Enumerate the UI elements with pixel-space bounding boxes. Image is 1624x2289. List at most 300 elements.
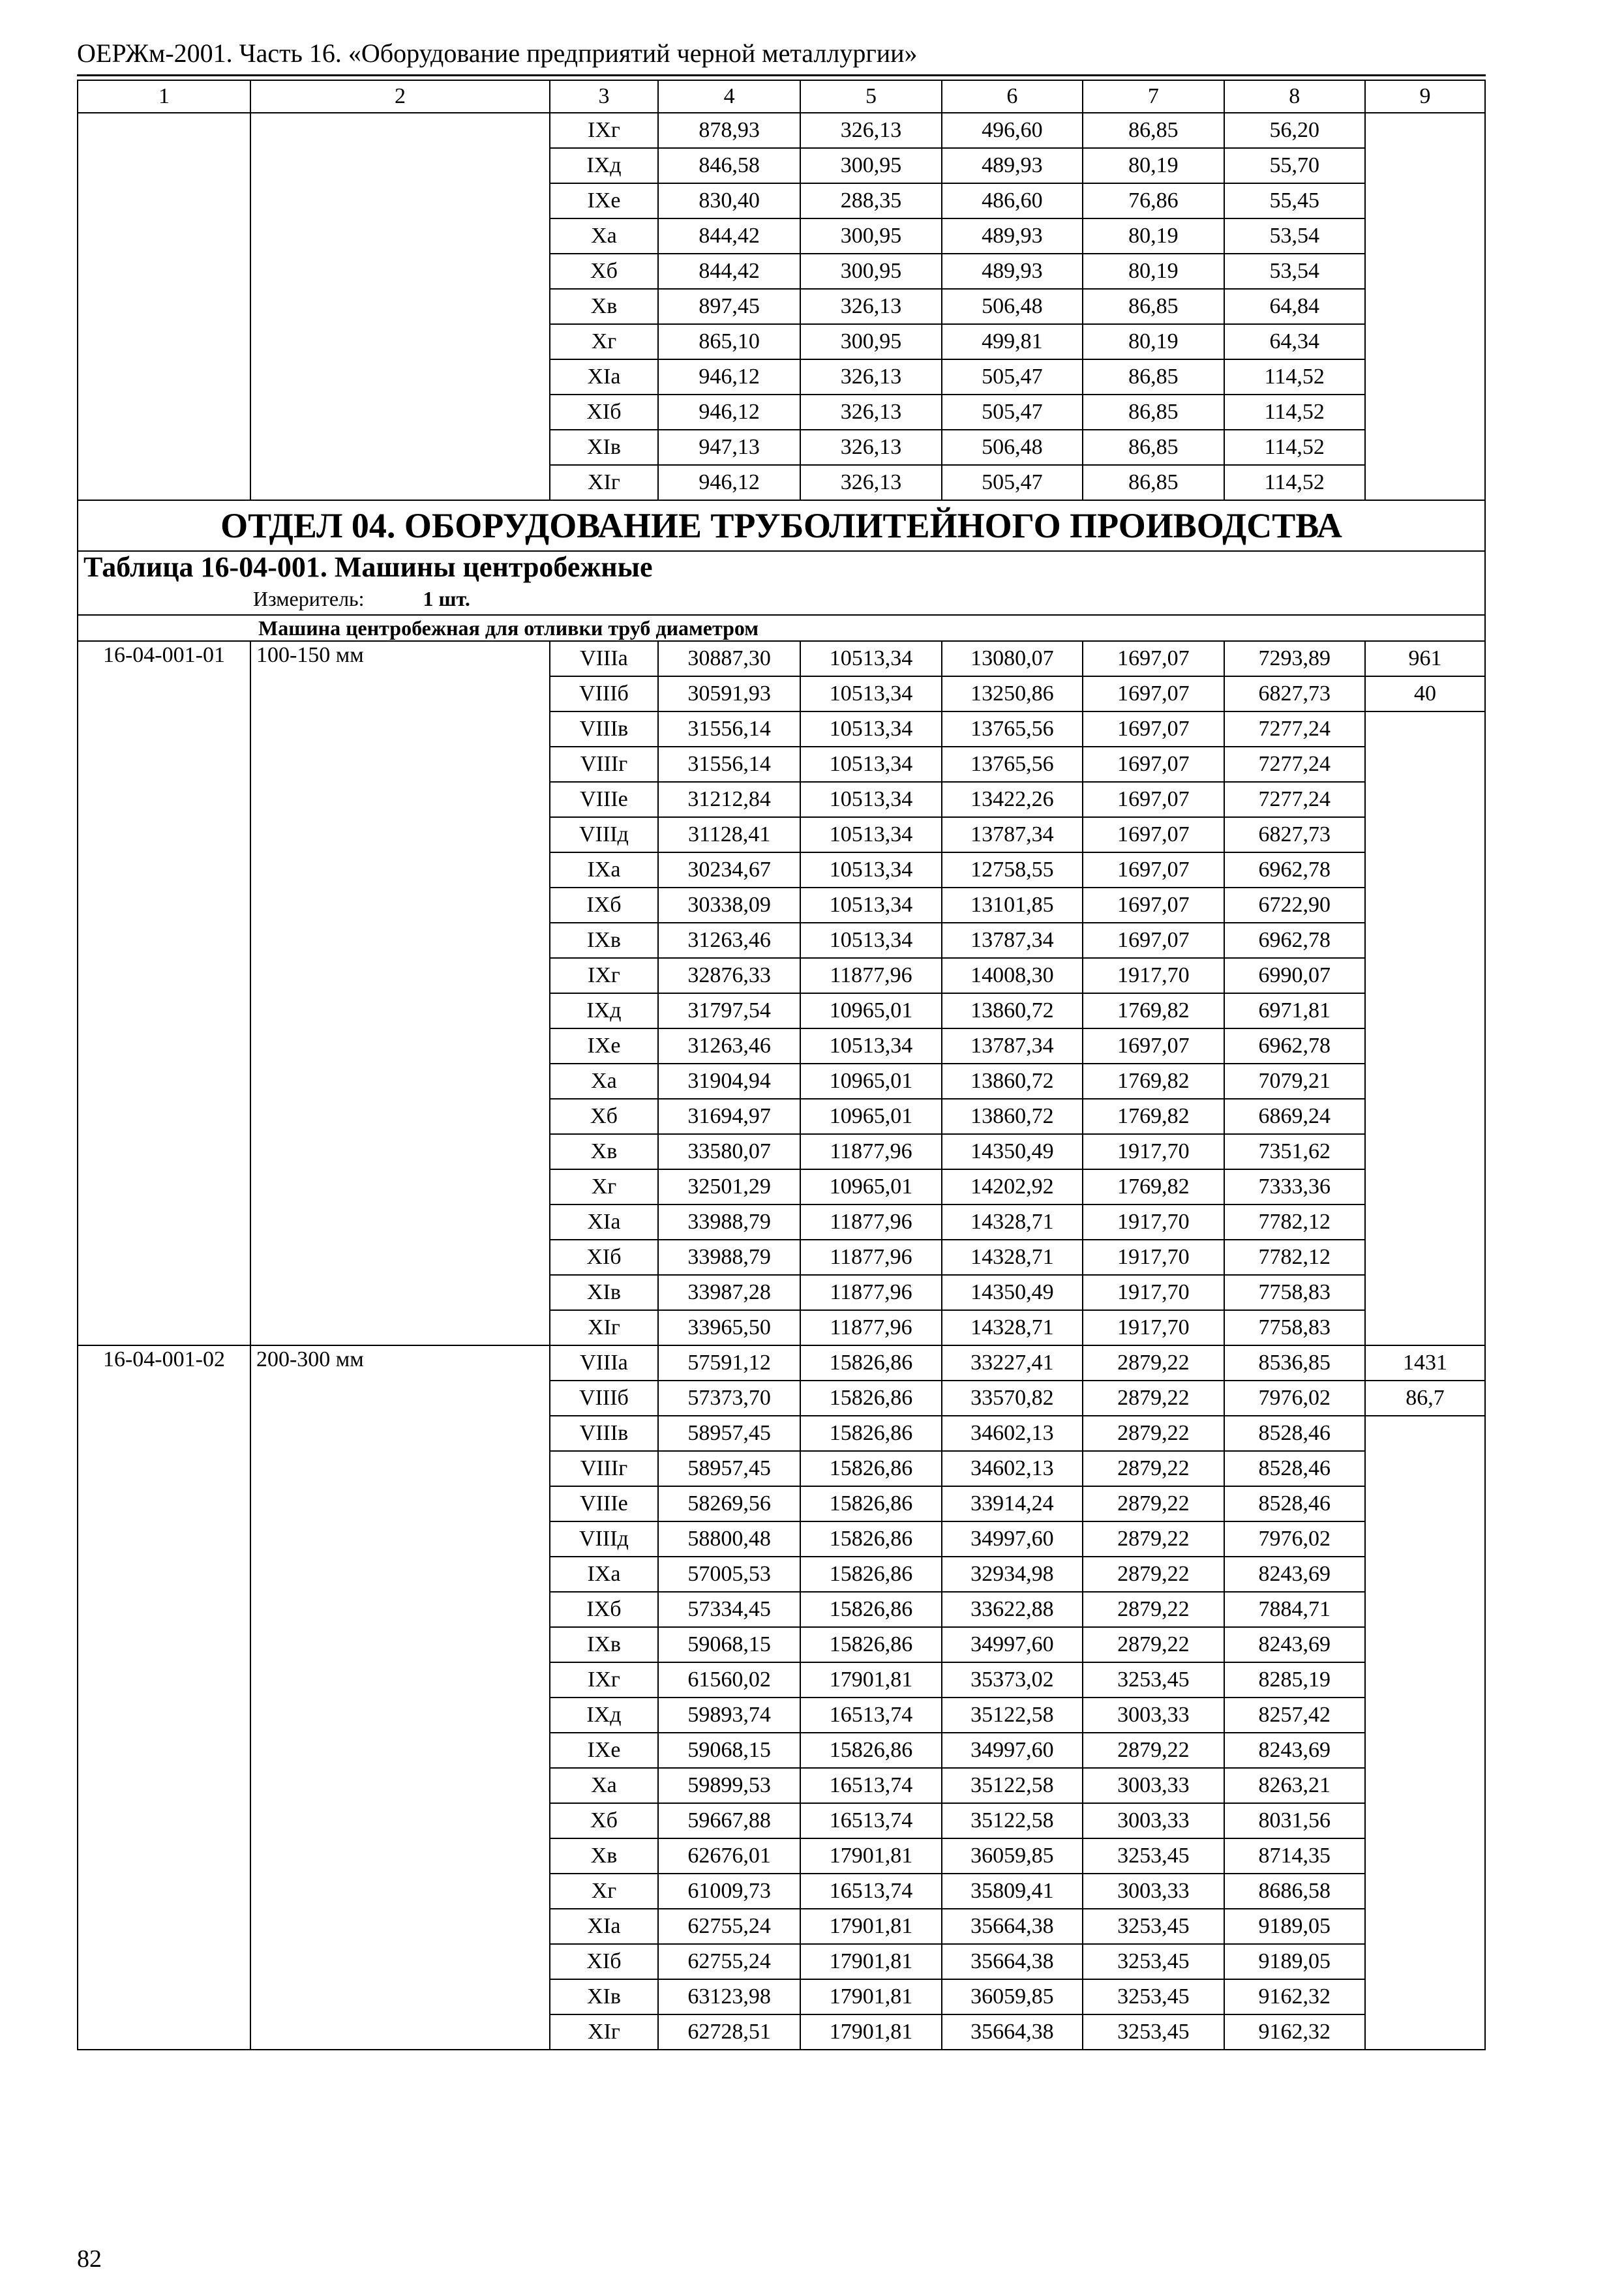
- value-cell: 30338,09: [658, 888, 800, 923]
- value-cell: 489,93: [942, 254, 1083, 289]
- value-cell: 80,19: [1083, 148, 1224, 183]
- value-cell: 9162,32: [1224, 1979, 1365, 2014]
- zone-cell: XIг: [550, 465, 658, 500]
- value-cell: 15826,86: [800, 1486, 941, 1521]
- value-cell: 300,95: [800, 218, 941, 254]
- zone-cell: IXа: [550, 852, 658, 888]
- col9-value: 86,7: [1365, 1381, 1485, 1416]
- value-cell: 7758,83: [1224, 1275, 1365, 1310]
- value-cell: 34602,13: [942, 1451, 1083, 1486]
- column-number: 6: [942, 80, 1083, 113]
- value-cell: 6990,07: [1224, 958, 1365, 993]
- value-cell: 1769,82: [1083, 1099, 1224, 1134]
- table-row: [78, 1345, 1485, 1381]
- value-cell: 7884,71: [1224, 1592, 1365, 1627]
- value-cell: 3253,45: [1083, 1979, 1224, 2014]
- value-cell: 10513,34: [800, 782, 941, 817]
- value-cell: 57591,12: [658, 1345, 800, 1381]
- value-cell: 114,52: [1224, 465, 1365, 500]
- value-cell: 33965,50: [658, 1310, 800, 1345]
- value-cell: 6869,24: [1224, 1099, 1365, 1134]
- value-cell: 34997,60: [942, 1733, 1083, 1768]
- value-cell: 2879,22: [1083, 1416, 1224, 1451]
- zone-cell: XIа: [550, 1204, 658, 1240]
- section-title: ОТДЕЛ 04. ОБОРУДОВАНИЕ ТРУБОЛИТЕЙНОГО ПРОИВОДСТВА: [78, 500, 1485, 551]
- zone-cell: XIг: [550, 1310, 658, 1345]
- value-cell: 10513,34: [800, 852, 941, 888]
- value-cell: 32876,33: [658, 958, 800, 993]
- value-cell: 7782,12: [1224, 1204, 1365, 1240]
- value-cell: 1769,82: [1083, 1169, 1224, 1204]
- value-cell: 2879,22: [1083, 1345, 1224, 1381]
- value-cell: 33580,07: [658, 1134, 800, 1169]
- group-title-row: [78, 615, 1485, 641]
- zone-cell: Xг: [550, 1169, 658, 1204]
- value-cell: 13787,34: [942, 817, 1083, 852]
- value-cell: 486,60: [942, 183, 1083, 218]
- value-cell: 14328,71: [942, 1310, 1083, 1345]
- zone-cell: XIг: [550, 2014, 658, 2050]
- value-cell: 6827,73: [1224, 817, 1365, 852]
- item-name: 200-300 мм: [250, 1345, 550, 2050]
- value-cell: 10513,34: [800, 923, 941, 958]
- value-cell: 86,85: [1083, 465, 1224, 500]
- zone-cell: Xб: [550, 1099, 658, 1134]
- value-cell: 35664,38: [942, 1909, 1083, 1944]
- column-number: 8: [1224, 80, 1365, 113]
- zone-cell: IXд: [550, 148, 658, 183]
- value-cell: 897,45: [658, 289, 800, 324]
- value-cell: 1697,07: [1083, 711, 1224, 747]
- code-cell: [78, 113, 250, 500]
- meter-unit: 1 шт.: [423, 587, 470, 610]
- value-cell: 8243,69: [1224, 1557, 1365, 1592]
- value-cell: 30887,30: [658, 641, 800, 676]
- value-cell: 9162,32: [1224, 2014, 1365, 2050]
- value-cell: 57334,45: [658, 1592, 800, 1627]
- value-cell: 1697,07: [1083, 817, 1224, 852]
- value-cell: 17901,81: [800, 1909, 941, 1944]
- value-cell: 300,95: [800, 324, 941, 359]
- value-cell: 7333,36: [1224, 1169, 1365, 1204]
- zone-cell: VIIIд: [550, 817, 658, 852]
- value-cell: 947,13: [658, 430, 800, 465]
- col9-cell: [1365, 711, 1485, 1345]
- value-cell: 505,47: [942, 465, 1083, 500]
- value-cell: 14008,30: [942, 958, 1083, 993]
- value-cell: 80,19: [1083, 324, 1224, 359]
- value-cell: 6962,78: [1224, 852, 1365, 888]
- value-cell: 10965,01: [800, 1169, 941, 1204]
- value-cell: 10513,34: [800, 888, 941, 923]
- value-cell: 1697,07: [1083, 852, 1224, 888]
- value-cell: 326,13: [800, 289, 941, 324]
- value-cell: 2879,22: [1083, 1521, 1224, 1557]
- value-cell: 8257,42: [1224, 1698, 1365, 1733]
- value-cell: 31212,84: [658, 782, 800, 817]
- value-cell: 8243,69: [1224, 1627, 1365, 1662]
- value-cell: 1697,07: [1083, 888, 1224, 923]
- value-cell: 7782,12: [1224, 1240, 1365, 1275]
- value-cell: 15826,86: [800, 1592, 941, 1627]
- zone-cell: Xв: [550, 1134, 658, 1169]
- value-cell: 8528,46: [1224, 1416, 1365, 1451]
- zone-cell: VIIIг: [550, 747, 658, 782]
- value-cell: 1697,07: [1083, 923, 1224, 958]
- value-cell: 34997,60: [942, 1521, 1083, 1557]
- value-cell: 300,95: [800, 254, 941, 289]
- value-cell: 31904,94: [658, 1064, 800, 1099]
- value-cell: 16513,74: [800, 1803, 941, 1838]
- value-cell: 13101,85: [942, 888, 1083, 923]
- value-cell: 15826,86: [800, 1381, 941, 1416]
- value-cell: 33622,88: [942, 1592, 1083, 1627]
- value-cell: 10513,34: [800, 817, 941, 852]
- zone-cell: IXе: [550, 1028, 658, 1064]
- page-number: 82: [77, 2245, 102, 2273]
- value-cell: 499,81: [942, 324, 1083, 359]
- value-cell: 31263,46: [658, 1028, 800, 1064]
- value-cell: 300,95: [800, 148, 941, 183]
- value-cell: 8263,21: [1224, 1768, 1365, 1803]
- value-cell: 326,13: [800, 465, 941, 500]
- value-cell: 62755,24: [658, 1944, 800, 1979]
- zone-cell: Xа: [550, 218, 658, 254]
- running-header: ОЕРЖм-2001. Часть 16. «Оборудование предприятий черной металлургии»: [77, 38, 918, 68]
- zone-cell: VIIIв: [550, 1416, 658, 1451]
- col9-value: 40: [1365, 676, 1485, 711]
- value-cell: 1917,70: [1083, 1310, 1224, 1345]
- col9-cell: [1365, 113, 1485, 500]
- zone-cell: IXд: [550, 1698, 658, 1733]
- value-cell: 86,85: [1083, 289, 1224, 324]
- value-cell: 7277,24: [1224, 711, 1365, 747]
- value-cell: 14202,92: [942, 1169, 1083, 1204]
- zone-cell: Xб: [550, 254, 658, 289]
- value-cell: 33988,79: [658, 1204, 800, 1240]
- zone-cell: IXб: [550, 1592, 658, 1627]
- value-cell: 33988,79: [658, 1240, 800, 1275]
- value-cell: 14328,71: [942, 1204, 1083, 1240]
- column-number: 7: [1083, 80, 1224, 113]
- zone-cell: XIв: [550, 1275, 658, 1310]
- value-cell: 17901,81: [800, 2014, 941, 2050]
- value-cell: 36059,85: [942, 1979, 1083, 2014]
- value-cell: 15826,86: [800, 1733, 941, 1768]
- value-cell: 10513,34: [800, 1028, 941, 1064]
- value-cell: 31556,14: [658, 711, 800, 747]
- meter-row: [78, 583, 1485, 615]
- value-cell: 846,58: [658, 148, 800, 183]
- value-cell: 34602,13: [942, 1416, 1083, 1451]
- value-cell: 59068,15: [658, 1733, 800, 1768]
- value-cell: 58957,45: [658, 1416, 800, 1451]
- value-cell: 14350,49: [942, 1134, 1083, 1169]
- table-row: [78, 113, 1485, 148]
- zone-cell: VIIIе: [550, 782, 658, 817]
- value-cell: 13860,72: [942, 1064, 1083, 1099]
- value-cell: 2879,22: [1083, 1627, 1224, 1662]
- value-cell: 11877,96: [800, 1275, 941, 1310]
- value-cell: 3253,45: [1083, 1909, 1224, 1944]
- value-cell: 16513,74: [800, 1874, 941, 1909]
- meter-label: Измеритель:: [253, 587, 365, 610]
- header-rule: [77, 74, 1486, 76]
- value-cell: 10965,01: [800, 1064, 941, 1099]
- value-cell: 13860,72: [942, 1099, 1083, 1134]
- value-cell: 2879,22: [1083, 1557, 1224, 1592]
- value-cell: 17901,81: [800, 1944, 941, 1979]
- value-cell: 830,40: [658, 183, 800, 218]
- value-cell: 114,52: [1224, 359, 1365, 395]
- value-cell: 55,45: [1224, 183, 1365, 218]
- value-cell: 7976,02: [1224, 1381, 1365, 1416]
- value-cell: 57005,53: [658, 1557, 800, 1592]
- value-cell: 505,47: [942, 359, 1083, 395]
- value-cell: 506,48: [942, 430, 1083, 465]
- zone-cell: IXг: [550, 958, 658, 993]
- value-cell: 10965,01: [800, 993, 941, 1028]
- zone-cell: Xа: [550, 1768, 658, 1803]
- value-cell: 36059,85: [942, 1838, 1083, 1874]
- value-cell: 1697,07: [1083, 747, 1224, 782]
- value-cell: 86,85: [1083, 113, 1224, 148]
- value-cell: 13250,86: [942, 676, 1083, 711]
- zone-cell: XIа: [550, 359, 658, 395]
- value-cell: 58800,48: [658, 1521, 800, 1557]
- value-cell: 3003,33: [1083, 1874, 1224, 1909]
- value-cell: 59667,88: [658, 1803, 800, 1838]
- zone-cell: VIIIб: [550, 1381, 658, 1416]
- column-number: 3: [550, 80, 658, 113]
- zone-cell: VIIIг: [550, 1451, 658, 1486]
- value-cell: 80,19: [1083, 218, 1224, 254]
- value-cell: 10965,01: [800, 1099, 941, 1134]
- value-cell: 8243,69: [1224, 1733, 1365, 1768]
- value-cell: 7277,24: [1224, 747, 1365, 782]
- value-cell: 35373,02: [942, 1662, 1083, 1698]
- value-cell: 31797,54: [658, 993, 800, 1028]
- col9-cell: [1365, 1416, 1485, 2050]
- value-cell: 16513,74: [800, 1768, 941, 1803]
- value-cell: 7277,24: [1224, 782, 1365, 817]
- value-cell: 8714,35: [1224, 1838, 1365, 1874]
- zone-cell: VIIIб: [550, 676, 658, 711]
- zone-cell: XIб: [550, 395, 658, 430]
- value-cell: 59068,15: [658, 1627, 800, 1662]
- zone-cell: VIIIа: [550, 641, 658, 676]
- value-cell: 6827,73: [1224, 676, 1365, 711]
- value-cell: 496,60: [942, 113, 1083, 148]
- value-cell: 9189,05: [1224, 1909, 1365, 1944]
- column-number: 9: [1365, 80, 1485, 113]
- value-cell: 1697,07: [1083, 641, 1224, 676]
- value-cell: 30234,67: [658, 852, 800, 888]
- name-cell: [250, 113, 550, 500]
- value-cell: 12758,55: [942, 852, 1083, 888]
- value-cell: 15826,86: [800, 1627, 941, 1662]
- value-cell: 76,86: [1083, 183, 1224, 218]
- value-cell: 10513,34: [800, 711, 941, 747]
- value-cell: 35809,41: [942, 1874, 1083, 1909]
- value-cell: 326,13: [800, 359, 941, 395]
- value-cell: 946,12: [658, 465, 800, 500]
- value-cell: 35122,58: [942, 1698, 1083, 1733]
- value-cell: 3003,33: [1083, 1768, 1224, 1803]
- value-cell: 7758,83: [1224, 1310, 1365, 1345]
- value-cell: 16513,74: [800, 1698, 941, 1733]
- value-cell: 30591,93: [658, 676, 800, 711]
- value-cell: 13765,56: [942, 711, 1083, 747]
- value-cell: 59899,53: [658, 1768, 800, 1803]
- zone-cell: XIв: [550, 430, 658, 465]
- value-cell: 15826,86: [800, 1345, 941, 1381]
- meter-cell: [78, 583, 1485, 615]
- value-cell: 62755,24: [658, 1909, 800, 1944]
- value-cell: 53,54: [1224, 254, 1365, 289]
- zone-cell: IXе: [550, 183, 658, 218]
- value-cell: 844,42: [658, 254, 800, 289]
- column-number: 5: [800, 80, 941, 113]
- value-cell: 63123,98: [658, 1979, 800, 2014]
- value-cell: 11877,96: [800, 1310, 941, 1345]
- item-code: 16-04-001-02: [78, 1345, 250, 2050]
- value-cell: 35122,58: [942, 1803, 1083, 1838]
- zone-cell: XIа: [550, 1909, 658, 1944]
- value-cell: 1769,82: [1083, 993, 1224, 1028]
- value-cell: 35664,38: [942, 2014, 1083, 2050]
- value-cell: 3003,33: [1083, 1803, 1224, 1838]
- value-cell: 10513,34: [800, 747, 941, 782]
- value-cell: 946,12: [658, 395, 800, 430]
- value-cell: 326,13: [800, 113, 941, 148]
- value-cell: 326,13: [800, 430, 941, 465]
- value-cell: 8285,19: [1224, 1662, 1365, 1698]
- column-number: 4: [658, 80, 800, 113]
- value-cell: 80,19: [1083, 254, 1224, 289]
- value-cell: 15826,86: [800, 1521, 941, 1557]
- group-title: Машина центробежная для отливки труб диаметром: [78, 615, 1485, 641]
- value-cell: 1917,70: [1083, 1134, 1224, 1169]
- value-cell: 15826,86: [800, 1557, 941, 1592]
- zone-cell: IXв: [550, 923, 658, 958]
- value-cell: 14350,49: [942, 1275, 1083, 1310]
- zone-cell: Xв: [550, 1838, 658, 1874]
- value-cell: 1917,70: [1083, 1204, 1224, 1240]
- value-cell: 489,93: [942, 148, 1083, 183]
- value-cell: 35122,58: [942, 1768, 1083, 1803]
- value-cell: 2879,22: [1083, 1381, 1224, 1416]
- value-cell: 7351,62: [1224, 1134, 1365, 1169]
- value-cell: 33914,24: [942, 1486, 1083, 1521]
- value-cell: 55,70: [1224, 148, 1365, 183]
- table-title-row: [78, 551, 1485, 583]
- table-title: Таблица 16-04-001. Машины центробежные: [78, 551, 1485, 583]
- value-cell: 8528,46: [1224, 1451, 1365, 1486]
- value-cell: 6962,78: [1224, 1028, 1365, 1064]
- zone-cell: VIIIв: [550, 711, 658, 747]
- value-cell: 506,48: [942, 289, 1083, 324]
- value-cell: 33227,41: [942, 1345, 1083, 1381]
- value-cell: 14328,71: [942, 1240, 1083, 1275]
- zone-cell: Xа: [550, 1064, 658, 1099]
- value-cell: 17901,81: [800, 1979, 941, 2014]
- value-cell: 114,52: [1224, 395, 1365, 430]
- value-cell: 8536,85: [1224, 1345, 1365, 1381]
- value-cell: 489,93: [942, 218, 1083, 254]
- zone-cell: Xб: [550, 1803, 658, 1838]
- value-cell: 2879,22: [1083, 1592, 1224, 1627]
- value-cell: 13860,72: [942, 993, 1083, 1028]
- column-numbers-row: [78, 80, 1485, 113]
- value-cell: 3253,45: [1083, 1662, 1224, 1698]
- value-cell: 11877,96: [800, 958, 941, 993]
- value-cell: 1769,82: [1083, 1064, 1224, 1099]
- value-cell: 62676,01: [658, 1838, 800, 1874]
- value-cell: 11877,96: [800, 1240, 941, 1275]
- zone-cell: Xв: [550, 289, 658, 324]
- zone-cell: VIIIе: [550, 1486, 658, 1521]
- value-cell: 56,20: [1224, 113, 1365, 148]
- value-cell: 61560,02: [658, 1662, 800, 1698]
- value-cell: 31263,46: [658, 923, 800, 958]
- value-cell: 10513,34: [800, 676, 941, 711]
- value-cell: 1917,70: [1083, 958, 1224, 993]
- zone-cell: IXе: [550, 1733, 658, 1768]
- value-cell: 1917,70: [1083, 1240, 1224, 1275]
- value-cell: 11877,96: [800, 1134, 941, 1169]
- zone-cell: IXа: [550, 1557, 658, 1592]
- value-cell: 2879,22: [1083, 1451, 1224, 1486]
- value-cell: 31556,14: [658, 747, 800, 782]
- col9-value: 961: [1365, 641, 1485, 676]
- zone-cell: XIв: [550, 1979, 658, 2014]
- zone-cell: XIб: [550, 1240, 658, 1275]
- value-cell: 59893,74: [658, 1698, 800, 1733]
- value-cell: 3253,45: [1083, 1944, 1224, 1979]
- value-cell: 58269,56: [658, 1486, 800, 1521]
- value-cell: 35664,38: [942, 1944, 1083, 1979]
- value-cell: 61009,73: [658, 1874, 800, 1909]
- value-cell: 58957,45: [658, 1451, 800, 1486]
- value-cell: 57373,70: [658, 1381, 800, 1416]
- value-cell: 865,10: [658, 324, 800, 359]
- value-cell: 53,54: [1224, 218, 1365, 254]
- value-cell: 288,35: [800, 183, 941, 218]
- value-cell: 3253,45: [1083, 1838, 1224, 1874]
- value-cell: 15826,86: [800, 1416, 941, 1451]
- value-cell: 7976,02: [1224, 1521, 1365, 1557]
- section-row: [78, 500, 1485, 551]
- zone-cell: XIб: [550, 1944, 658, 1979]
- zone-cell: IXв: [550, 1627, 658, 1662]
- value-cell: 7293,89: [1224, 641, 1365, 676]
- column-number: 2: [250, 80, 550, 113]
- value-cell: 31128,41: [658, 817, 800, 852]
- value-cell: 6962,78: [1224, 923, 1365, 958]
- value-cell: 32934,98: [942, 1557, 1083, 1592]
- value-cell: 2879,22: [1083, 1486, 1224, 1521]
- value-cell: 3003,33: [1083, 1698, 1224, 1733]
- item-name: 100-150 мм: [250, 641, 550, 1345]
- value-cell: 8686,58: [1224, 1874, 1365, 1909]
- value-cell: 31694,97: [658, 1099, 800, 1134]
- value-cell: 6722,90: [1224, 888, 1365, 923]
- value-cell: 13422,26: [942, 782, 1083, 817]
- value-cell: 86,85: [1083, 395, 1224, 430]
- value-cell: 1697,07: [1083, 676, 1224, 711]
- zone-cell: IXг: [550, 113, 658, 148]
